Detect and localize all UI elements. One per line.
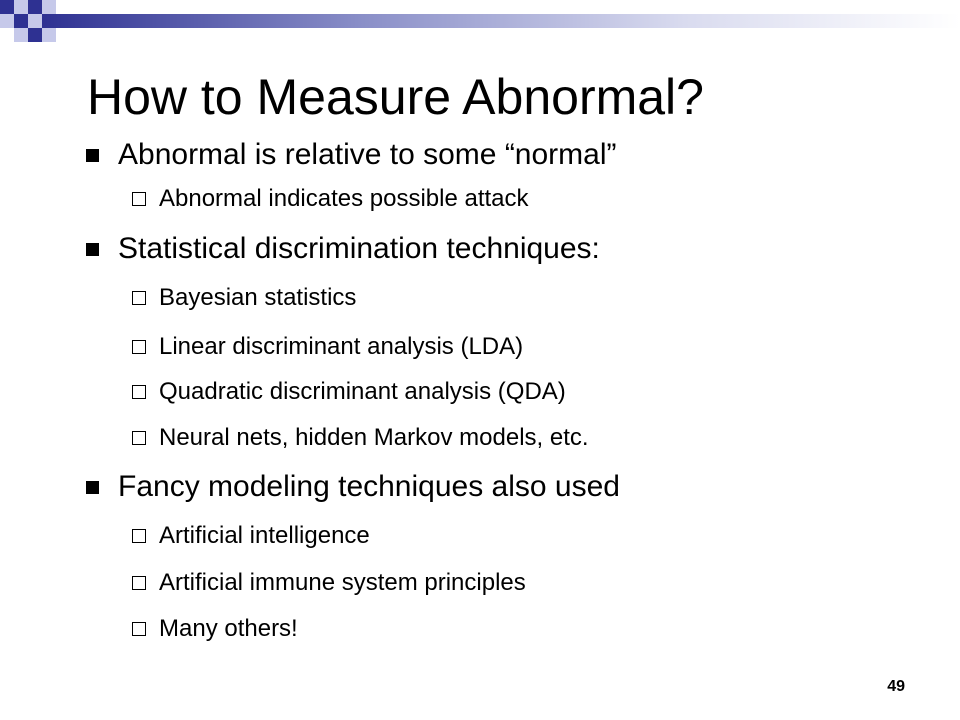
- sub-bullet-item: [132, 426, 589, 450]
- sub-bullet-item: [132, 571, 526, 595]
- sub-bullet-text: Linear discriminant analysis (LDA): [159, 333, 524, 360]
- hollow-square-icon: [132, 385, 146, 399]
- bullet-text: Abnormal is relative to some “normal”: [118, 138, 617, 171]
- hollow-square-icon: [132, 622, 146, 636]
- filled-square-icon: [86, 243, 99, 256]
- hollow-square-icon: [132, 431, 146, 445]
- sub-bullet-item: [132, 617, 298, 641]
- filled-square-icon: [86, 149, 99, 162]
- sub-bullet-text: Artificial immune system principles: [159, 569, 526, 596]
- hollow-square-icon: [132, 340, 146, 354]
- page-number: 49: [887, 678, 905, 695]
- hollow-square-icon: [132, 192, 146, 206]
- bullet-item: [86, 140, 617, 170]
- sub-bullet-text: Quadratic discriminant analysis (QDA): [159, 378, 566, 405]
- hollow-square-icon: [132, 291, 146, 305]
- sub-bullet-item: [132, 286, 356, 310]
- bullet-text: Fancy modeling techniques also used: [118, 470, 620, 503]
- sub-bullet-item: [132, 524, 370, 548]
- bullet-item: [86, 234, 600, 264]
- sub-bullet-text: Many others!: [159, 615, 298, 642]
- sub-bullet-item: [132, 187, 529, 211]
- sub-bullet-text: Abnormal indicates possible attack: [159, 185, 529, 212]
- sub-bullet-text: Neural nets, hidden Markov models, etc.: [159, 424, 589, 451]
- sub-bullet-text: Artificial intelligence: [159, 522, 370, 549]
- sub-bullet-item: [132, 335, 523, 359]
- sub-bullet-text: Bayesian statistics: [159, 284, 357, 311]
- bullet-text: Statistical discrimination techniques:: [118, 232, 600, 265]
- sub-bullet-item: [132, 380, 566, 404]
- bullet-item: [86, 472, 620, 502]
- filled-square-icon: [86, 481, 99, 494]
- hollow-square-icon: [132, 576, 146, 590]
- hollow-square-icon: [132, 529, 146, 543]
- slide-title: How to Measure Abnormal?: [87, 69, 704, 125]
